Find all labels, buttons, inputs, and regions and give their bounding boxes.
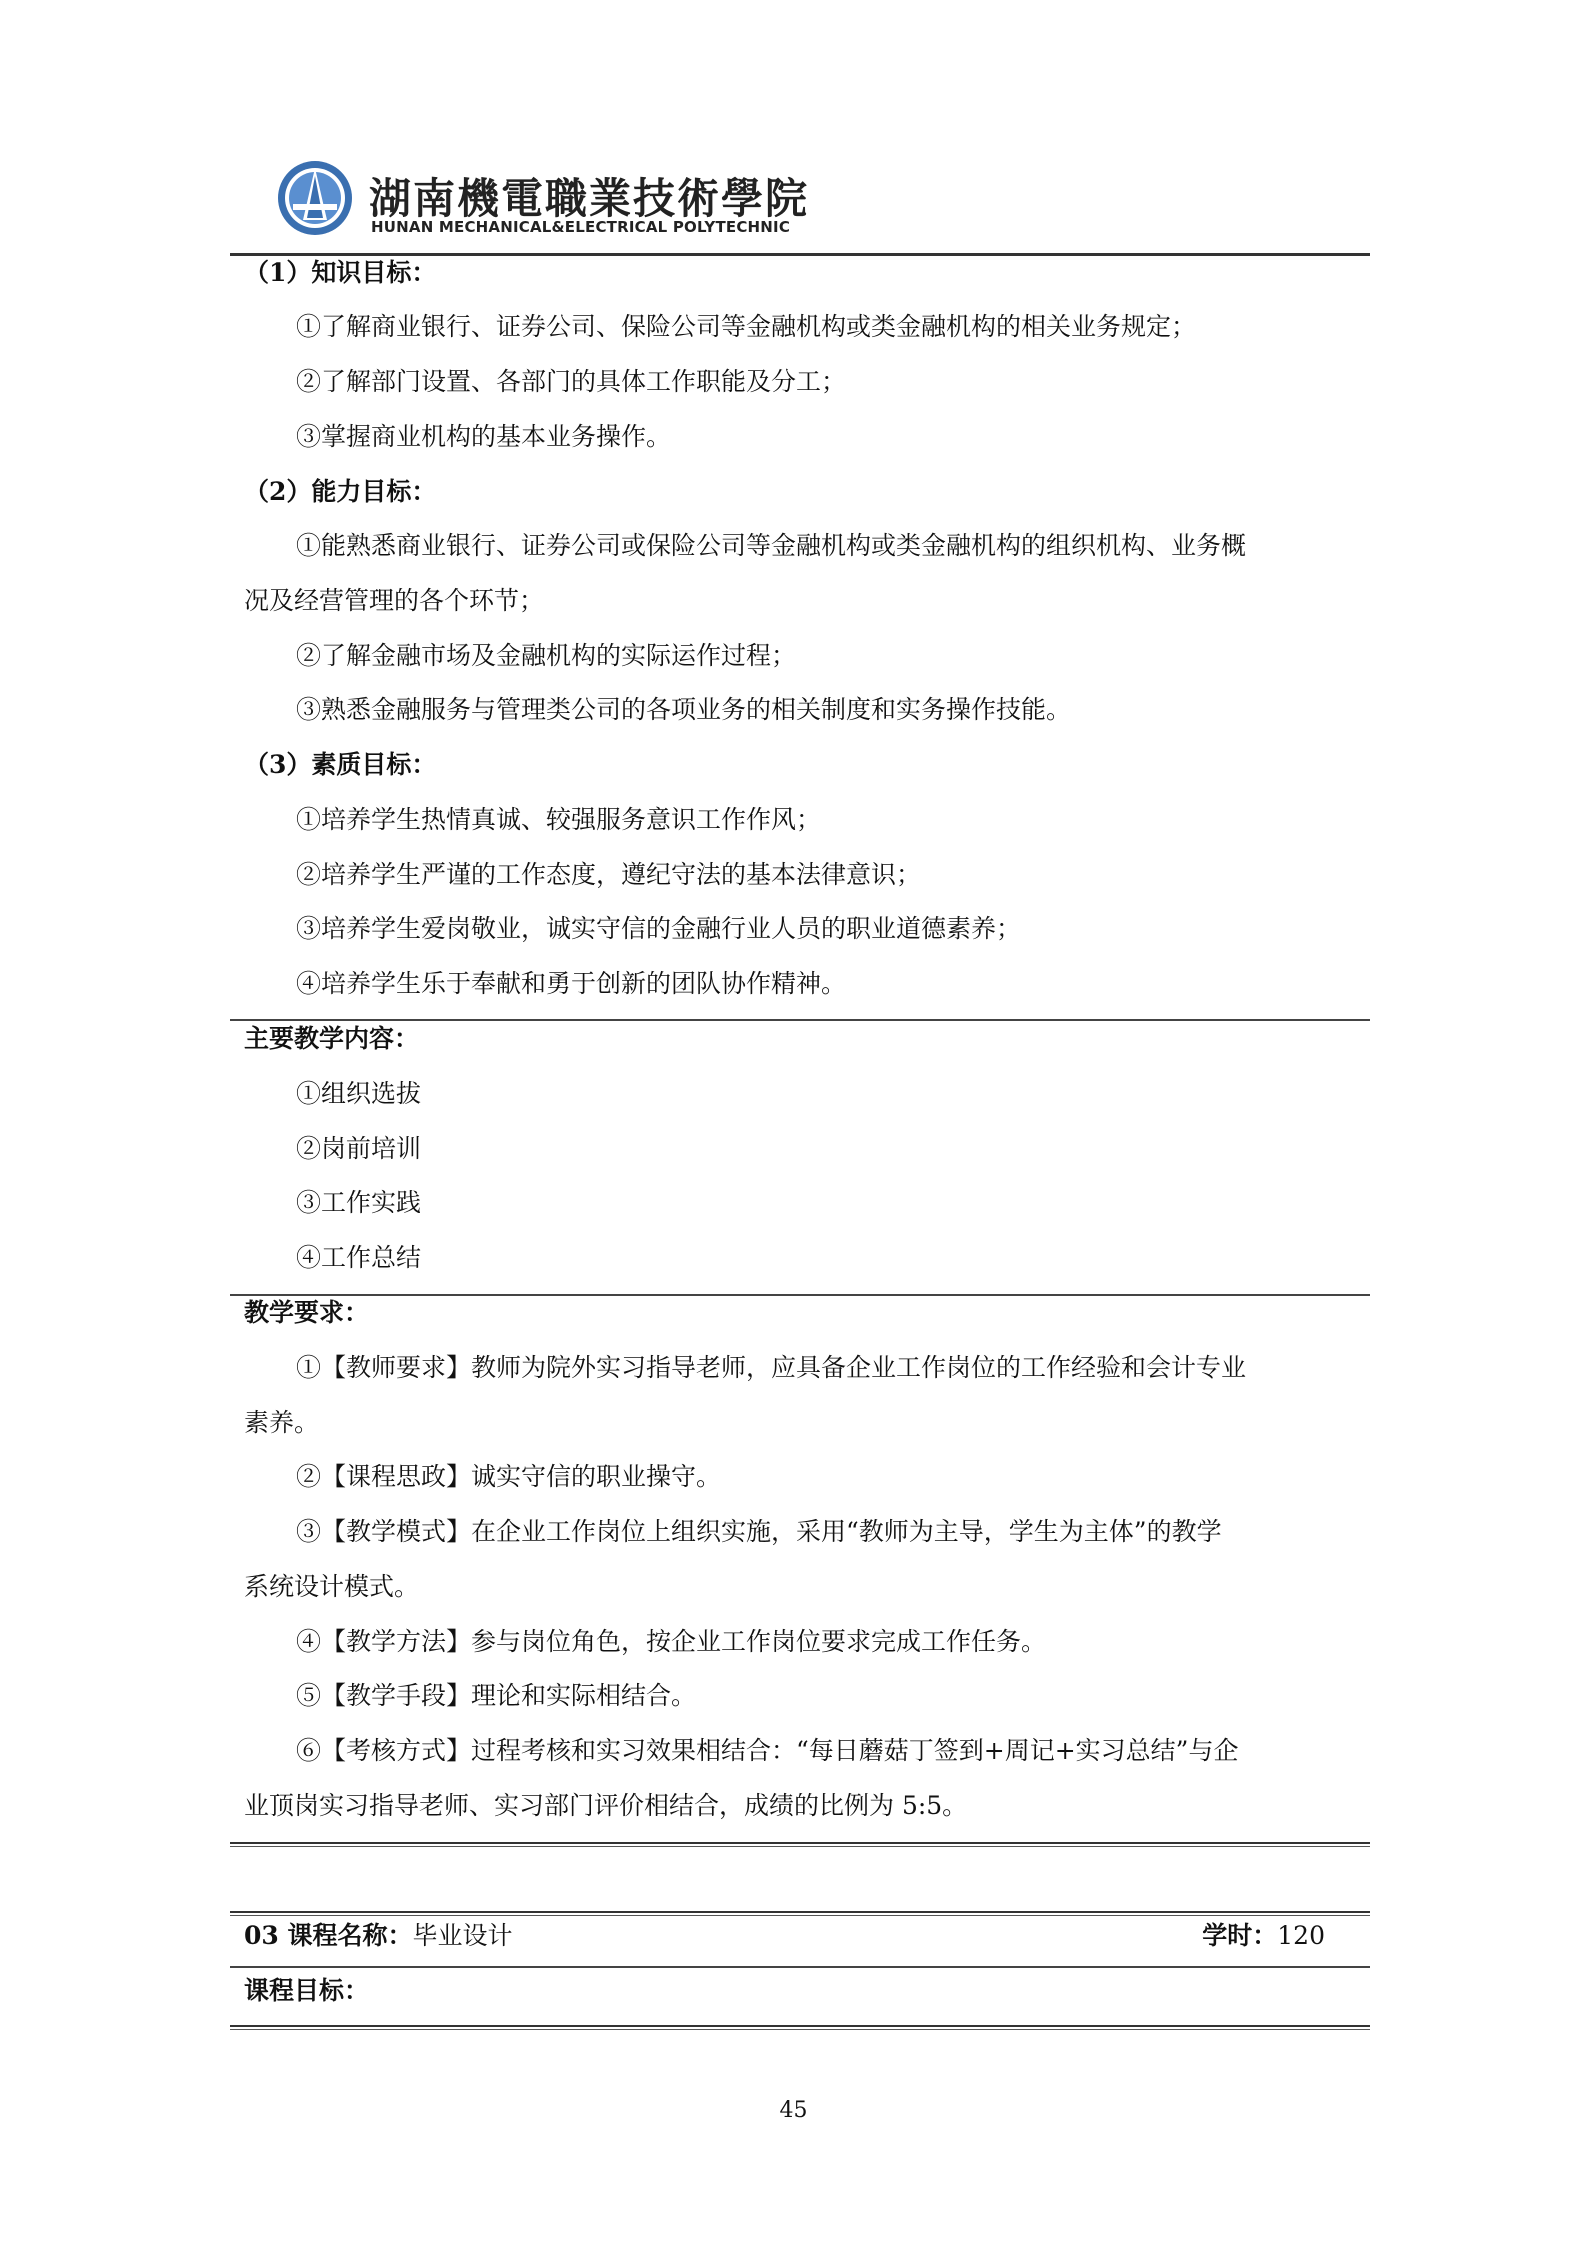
course-hours-label: 学时： xyxy=(1202,1921,1278,1950)
school-logo-header xyxy=(275,148,810,248)
course-table-top-rule xyxy=(230,1911,1370,1916)
course-name-value: 毕业设计 xyxy=(412,1921,513,1950)
requirement-line: 业顶岗实习指导老师、实习部门评价相结合，成绩的比例为 5:5。 xyxy=(244,1791,968,1820)
page-number: 45 xyxy=(779,2098,808,2123)
ability-item: ②了解金融市场及金融机构的实际运作过程； xyxy=(296,641,797,670)
content-item: ④工作总结 xyxy=(296,1243,422,1272)
knowledge-objectives-title: （1）知识目标： xyxy=(244,258,437,287)
requirement-line: 系统设计模式。 xyxy=(244,1572,420,1601)
section-divider xyxy=(230,1019,1370,1021)
teaching-content-title: 主要教学内容： xyxy=(244,1024,420,1053)
requirement-line: ⑤【教学手段】理论和实际相结合。 xyxy=(296,1681,697,1710)
section-divider xyxy=(230,1966,1370,1968)
knowledge-item: ③掌握商业机构的基本业务操作。 xyxy=(296,422,672,451)
requirement-line: ②【课程思政】诚实守信的职业操守。 xyxy=(296,1462,722,1491)
course-hours-value: 120 xyxy=(1277,1921,1325,1950)
content-item: ②岗前培训 xyxy=(296,1134,422,1163)
content-item: ①组织选拔 xyxy=(296,1079,422,1108)
requirement-line: 素养。 xyxy=(244,1408,320,1437)
course-name-label: 03 课程名称： xyxy=(244,1921,413,1950)
quality-item: ③培养学生爱岗敬业，诚实守信的金融行业人员的职业道德素养； xyxy=(296,914,1022,943)
requirement-line: ③【教学模式】在企业工作岗位上组织实施，采用“教师为主导，学生为主体”的教学 xyxy=(296,1517,1222,1546)
quality-item: ①培养学生热情真诚、较强服务意识工作作风； xyxy=(296,805,822,834)
ability-item: ③熟悉金融服务与管理类公司的各项业务的相关制度和实务操作技能。 xyxy=(296,695,1072,724)
knowledge-item: ①了解商业银行、证券公司、保险公司等金融机构或类金融机构的相关业务规定； xyxy=(296,312,1197,341)
quality-objectives-title: （3）素质目标： xyxy=(244,750,437,779)
school-emblem-icon xyxy=(275,158,355,238)
ability-item-continued: 况及经营管理的各个环节； xyxy=(244,586,545,615)
knowledge-item: ②了解部门设置、各部门的具体工作职能及分工； xyxy=(296,367,847,396)
ability-item: ①能熟悉商业银行、证券公司或保险公司等金融机构或类金融机构的组织机构、业务概 xyxy=(296,531,1247,560)
requirement-line: ①【教师要求】教师为院外实习指导老师，应具备企业工作岗位的工作经验和会计专业 xyxy=(296,1353,1247,1382)
header-rule xyxy=(230,253,1370,256)
course-table-bottom-rule xyxy=(230,2025,1370,2030)
requirement-line: ④【教学方法】参与岗位角色，按企业工作岗位要求完成工作任务。 xyxy=(296,1627,1047,1656)
course-hours xyxy=(1202,1921,1325,1951)
school-name-en: HUNAN MECHANICAL&ELECTRICAL POLYTECHNIC xyxy=(371,218,791,236)
quality-item: ②培养学生严谨的工作态度，遵纪守法的基本法律意识； xyxy=(296,860,922,889)
requirement-line: ⑥【考核方式】过程考核和实习效果相结合：“每日蘑菇丁签到+周记+实习总结”与企 xyxy=(296,1736,1239,1765)
school-name-cn: 湖南機電職業技術學院 xyxy=(369,174,810,223)
course-objectives-title: 课程目标： xyxy=(244,1976,370,2005)
quality-item: ④培养学生乐于奉献和勇于创新的团队协作精神。 xyxy=(296,969,847,998)
ability-objectives-title: （2）能力目标： xyxy=(244,477,437,506)
course-name-row xyxy=(244,1921,513,1951)
table-bottom-rule xyxy=(230,1842,1370,1847)
content-item: ③工作实践 xyxy=(296,1188,422,1217)
teaching-requirements-title: 教学要求： xyxy=(244,1298,370,1327)
section-divider xyxy=(230,1294,1370,1296)
